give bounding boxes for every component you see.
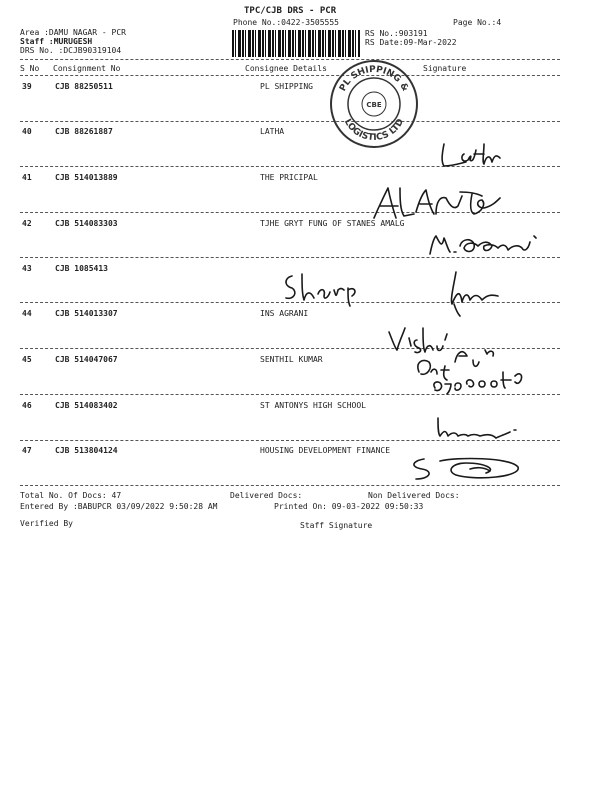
column-signature: Signature: [423, 64, 467, 73]
non-delivered-docs: Non Delivered Docs:: [368, 491, 460, 500]
row-consignment: CJB 88250511: [55, 82, 113, 91]
column-consignment: Consignment No: [53, 64, 121, 73]
total-docs: Total No. Of Docs: 47: [20, 491, 122, 500]
row-sno: 40: [22, 127, 32, 136]
rs-number: RS No.:903191: [365, 29, 428, 38]
row-consignee: TJHE GRYT FUNG OF STANES AMALG: [260, 219, 405, 228]
area-label: Area :DAMU NAGAR - PCR: [20, 28, 126, 37]
column-sno: S No: [20, 64, 40, 73]
row-sno: 42: [22, 219, 32, 228]
row-sno: 43: [22, 264, 32, 273]
signature-antonys: [432, 414, 522, 444]
row-consignment: CJB 514083303: [55, 219, 118, 228]
row-consignee: SENTHIL KUMAR: [260, 355, 323, 364]
barcode: [232, 30, 360, 57]
divider: [20, 59, 560, 60]
printed-on: Printed On: 09-03-2022 09:50:33: [274, 502, 424, 511]
signature-stanes: [426, 228, 546, 260]
signature-principal: [370, 184, 510, 224]
stamp-center-text: CBE: [366, 101, 382, 109]
row-consignment: CJB 88261887: [55, 127, 113, 136]
stamp-top-text: PL SHIPPING &: [338, 64, 410, 94]
divider: [20, 75, 560, 76]
delivered-docs: Delivered Docs:: [230, 491, 303, 500]
staff-label: Staff :MURUGESH: [20, 37, 93, 46]
signature-hdfc: [406, 455, 526, 485]
verified-by: Verified By: [20, 519, 73, 528]
row-sno: 41: [22, 173, 32, 182]
row-sno: 44: [22, 309, 32, 318]
row-consignee: LATHA: [260, 127, 285, 136]
signature-latha: [438, 140, 508, 172]
company-stamp: [328, 58, 420, 150]
signature-sharp: [280, 268, 360, 308]
page-number: Page No.:4: [453, 18, 502, 27]
signature-scribble: [428, 264, 518, 320]
drs-number: DRS No. :DCJB90319104: [20, 46, 122, 55]
rs-date: RS Date:09-Mar-2022: [365, 38, 457, 47]
row-sno: 47: [22, 446, 32, 455]
row-consignment: CJB 514013307: [55, 309, 118, 318]
row-sno: 39: [22, 82, 32, 91]
row-sno: 46: [22, 401, 32, 410]
row-divider: [20, 121, 560, 122]
phone-number: Phone No.:0422-3505555: [233, 18, 339, 27]
row-consignment: CJB 514013889: [55, 173, 118, 182]
entered-by: Entered By :BABUPCR 03/09/2022 9:50:28 AM: [20, 502, 218, 511]
row-divider: [20, 485, 560, 486]
row-consignee: ST ANTONYS HIGH SCHOOL: [260, 401, 366, 410]
document-title: TPC/CJB DRS - PCR: [244, 6, 337, 16]
row-consignment: CJB 1085413: [55, 264, 108, 273]
column-consignee: Consignee Details: [245, 64, 327, 73]
row-consignee: HOUSING DEVELOPMENT FINANCE: [260, 446, 391, 455]
stamp-bottom-text: LOGISTICS LTD: [341, 117, 407, 144]
row-sno: 45: [22, 355, 32, 364]
row-divider: [20, 394, 560, 395]
row-consignee: THE PRICIPAL: [260, 173, 318, 182]
row-consignment: CJB 513804124: [55, 446, 118, 455]
signature-vishnu: [385, 322, 535, 394]
row-consignee: PL SHIPPING: [260, 82, 313, 91]
row-consignment: CJB 514047067: [55, 355, 118, 364]
staff-signature-label: Staff Signature: [300, 521, 373, 530]
row-consignee: INS AGRANI: [260, 309, 309, 318]
row-consignment: CJB 514083402: [55, 401, 118, 410]
